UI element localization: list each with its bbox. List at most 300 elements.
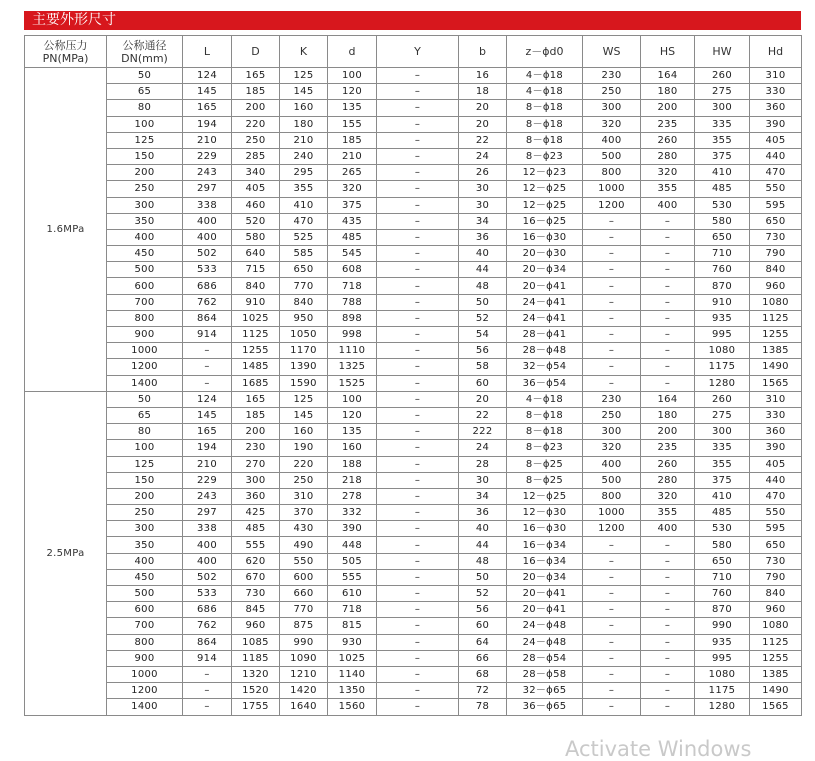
table-cell: 320 — [328, 181, 377, 197]
table-cell: – — [377, 197, 459, 213]
table-cell: – — [641, 310, 695, 326]
table-cell: 1755 — [232, 699, 280, 715]
table-cell: 8－ϕ25 — [507, 456, 583, 472]
table-cell: – — [377, 327, 459, 343]
table-cell: 250 — [583, 84, 641, 100]
table-cell: 390 — [750, 440, 802, 456]
table-cell: – — [183, 683, 232, 699]
table-cell: 78 — [459, 699, 507, 715]
table-row — [25, 84, 802, 100]
table-cell: 550 — [750, 181, 802, 197]
table-cell: 222 — [459, 424, 507, 440]
table-row — [25, 327, 802, 343]
table-cell: 1320 — [232, 666, 280, 682]
table-cell: 124 — [183, 391, 232, 407]
table-cell: – — [377, 181, 459, 197]
table-cell: 24－ϕ48 — [507, 618, 583, 634]
table-cell: 1125 — [750, 310, 802, 326]
table-row — [25, 391, 802, 407]
table-cell: – — [583, 310, 641, 326]
table-cell: 1280 — [695, 375, 750, 391]
table-row — [25, 165, 802, 181]
column-header — [183, 36, 232, 68]
table-cell: 280 — [641, 472, 695, 488]
table-cell: 210 — [280, 132, 328, 148]
table-cell: – — [377, 521, 459, 537]
table-header-row — [25, 36, 802, 68]
table-cell: 194 — [183, 440, 232, 456]
table-cell: 230 — [232, 440, 280, 456]
table-cell: 650 — [280, 262, 328, 278]
table-cell: 300 — [695, 100, 750, 116]
table-cell: 100 — [107, 116, 183, 132]
table-cell: 300 — [583, 100, 641, 116]
table-cell: – — [583, 262, 641, 278]
table-cell: 180 — [641, 84, 695, 100]
table-cell: 36－ϕ65 — [507, 699, 583, 715]
table-cell: 1200 — [583, 197, 641, 213]
table-cell: – — [583, 213, 641, 229]
table-row — [25, 569, 802, 585]
table-cell: 370 — [280, 505, 328, 521]
table-cell: 1520 — [232, 683, 280, 699]
table-cell: 275 — [695, 84, 750, 100]
table-row — [25, 310, 802, 326]
table-cell: – — [377, 602, 459, 618]
table-row — [25, 488, 802, 504]
table-cell: 700 — [107, 618, 183, 634]
table-cell: – — [377, 586, 459, 602]
table-cell: 26 — [459, 165, 507, 181]
table-cell: 400 — [583, 456, 641, 472]
table-cell: 36 — [459, 229, 507, 245]
table-cell: 960 — [750, 278, 802, 294]
table-cell: 430 — [280, 521, 328, 537]
table-cell: 400 — [183, 213, 232, 229]
table-cell: 16－ϕ34 — [507, 537, 583, 553]
table-cell: 1490 — [750, 683, 802, 699]
watermark: Activate Windows — [565, 737, 752, 761]
table-cell: – — [583, 375, 641, 391]
table-cell: 762 — [183, 618, 232, 634]
table-cell: 297 — [183, 505, 232, 521]
table-cell: 1050 — [280, 327, 328, 343]
table-cell: – — [377, 229, 459, 245]
table-cell: – — [377, 116, 459, 132]
table-cell: 60 — [459, 375, 507, 391]
table-cell: 410 — [280, 197, 328, 213]
table-cell: – — [641, 262, 695, 278]
table-cell: 164 — [641, 68, 695, 84]
pressure-cell: 1.6MPa — [25, 68, 107, 392]
table-cell: 910 — [695, 294, 750, 310]
table-cell: 1080 — [750, 618, 802, 634]
table-cell: 185 — [328, 132, 377, 148]
table-cell: 270 — [232, 456, 280, 472]
table-cell: – — [377, 505, 459, 521]
table-cell: 790 — [750, 569, 802, 585]
table-row — [25, 456, 802, 472]
table-cell: 555 — [232, 537, 280, 553]
table-cell: 54 — [459, 327, 507, 343]
table-cell: 220 — [232, 116, 280, 132]
table-cell: 310 — [750, 68, 802, 84]
table-cell: 450 — [107, 246, 183, 262]
table-row — [25, 375, 802, 391]
table-cell: 1110 — [328, 343, 377, 359]
column-header-text: PN(MPa) — [42, 51, 89, 65]
table-cell: 135 — [328, 424, 377, 440]
table-cell: 310 — [280, 488, 328, 504]
table-cell: 8－ϕ18 — [507, 116, 583, 132]
table-cell: 1325 — [328, 359, 377, 375]
table-cell: 1350 — [328, 683, 377, 699]
table-cell: 770 — [280, 602, 328, 618]
table-cell: 550 — [280, 553, 328, 569]
table-cell: 180 — [280, 116, 328, 132]
table-row — [25, 634, 802, 650]
table-cell: 600 — [107, 602, 183, 618]
table-cell: 340 — [232, 165, 280, 181]
table-body — [25, 68, 802, 716]
section-title: 主要外形尺寸 — [24, 11, 801, 30]
table-cell: 935 — [695, 634, 750, 650]
table-cell: 914 — [183, 327, 232, 343]
table-row — [25, 521, 802, 537]
table-cell: 64 — [459, 634, 507, 650]
table-cell: 550 — [750, 505, 802, 521]
table-cell: 320 — [641, 165, 695, 181]
table-cell: 470 — [750, 165, 802, 181]
table-cell: 66 — [459, 650, 507, 666]
table-cell: 448 — [328, 537, 377, 553]
table-cell: – — [583, 602, 641, 618]
table-cell: 710 — [695, 569, 750, 585]
table-cell: 1385 — [750, 343, 802, 359]
table-cell: 160 — [280, 100, 328, 116]
table-cell: 20 — [459, 116, 507, 132]
column-header — [280, 36, 328, 68]
table-cell: 650 — [750, 213, 802, 229]
table-row — [25, 472, 802, 488]
table-cell: 1255 — [750, 327, 802, 343]
table-cell: 1385 — [750, 666, 802, 682]
table-cell: – — [641, 602, 695, 618]
table-cell: – — [641, 683, 695, 699]
table-cell: 297 — [183, 181, 232, 197]
table-cell: 160 — [328, 440, 377, 456]
table-cell: 1560 — [328, 699, 377, 715]
table-cell: 310 — [750, 391, 802, 407]
table-cell: 20－ϕ34 — [507, 569, 583, 585]
table-cell: 425 — [232, 505, 280, 521]
table-cell: 935 — [695, 310, 750, 326]
table-cell: 332 — [328, 505, 377, 521]
table-cell: 280 — [641, 148, 695, 164]
table-cell: 34 — [459, 213, 507, 229]
table-cell: 1565 — [750, 699, 802, 715]
table-cell: 16－ϕ34 — [507, 553, 583, 569]
table-cell: 30 — [459, 181, 507, 197]
table-cell: 1685 — [232, 375, 280, 391]
table-cell: 360 — [750, 424, 802, 440]
table-cell: 32－ϕ54 — [507, 359, 583, 375]
table-cell: 28－ϕ41 — [507, 327, 583, 343]
table-row — [25, 132, 802, 148]
table-cell: 485 — [695, 181, 750, 197]
table-cell: 260 — [641, 456, 695, 472]
table-cell: 800 — [583, 488, 641, 504]
table-cell: 145 — [183, 84, 232, 100]
table-cell: – — [583, 359, 641, 375]
table-cell: 16－ϕ25 — [507, 213, 583, 229]
table-row — [25, 537, 802, 553]
table-cell: – — [583, 586, 641, 602]
table-row — [25, 197, 802, 213]
table-cell: 50 — [107, 391, 183, 407]
column-header-text: Hd — [767, 45, 784, 58]
table-cell: 485 — [695, 505, 750, 521]
table-cell: 400 — [583, 132, 641, 148]
table-cell: 1175 — [695, 359, 750, 375]
column-header-text: 公称压力 — [43, 38, 88, 52]
table-cell: 188 — [328, 456, 377, 472]
column-header-text: HW — [712, 45, 732, 58]
table-cell: 335 — [695, 440, 750, 456]
table-cell: 150 — [107, 472, 183, 488]
table-cell: 1125 — [232, 327, 280, 343]
table-cell: 995 — [695, 327, 750, 343]
table-cell: 4－ϕ18 — [507, 84, 583, 100]
dimensions-table — [24, 35, 802, 716]
table-cell: 150 — [107, 148, 183, 164]
table-cell: 80 — [107, 424, 183, 440]
table-cell: 405 — [750, 456, 802, 472]
table-cell: 12－ϕ23 — [507, 165, 583, 181]
table-cell: 1125 — [750, 634, 802, 650]
table-cell: 1255 — [232, 343, 280, 359]
table-cell: 600 — [107, 278, 183, 294]
table-cell: 585 — [280, 246, 328, 262]
table-cell: – — [183, 359, 232, 375]
table-cell: – — [377, 278, 459, 294]
table-cell: 1000 — [107, 343, 183, 359]
table-cell: – — [377, 553, 459, 569]
table-cell: – — [641, 359, 695, 375]
table-cell: 990 — [695, 618, 750, 634]
column-header-text: DN(mm) — [121, 51, 168, 65]
table-cell: – — [641, 213, 695, 229]
table-cell: 1090 — [280, 650, 328, 666]
table-cell: 34 — [459, 488, 507, 504]
table-cell: – — [641, 246, 695, 262]
table-cell: – — [377, 246, 459, 262]
table-cell: 864 — [183, 310, 232, 326]
table-cell: 580 — [695, 213, 750, 229]
table-row — [25, 278, 802, 294]
table-cell: – — [641, 553, 695, 569]
table-cell: 1025 — [328, 650, 377, 666]
table-cell: – — [641, 294, 695, 310]
table-cell: 500 — [583, 148, 641, 164]
table-cell: 470 — [750, 488, 802, 504]
column-header — [507, 36, 583, 68]
table-cell: 200 — [641, 424, 695, 440]
table-cell: 1175 — [695, 683, 750, 699]
table-cell: – — [641, 650, 695, 666]
table-cell: 485 — [232, 521, 280, 537]
table-cell: 533 — [183, 586, 232, 602]
table-cell: 1000 — [583, 505, 641, 521]
table-cell: 44 — [459, 537, 507, 553]
column-header — [232, 36, 280, 68]
table-cell: – — [183, 699, 232, 715]
column-header-text: Y — [414, 45, 421, 58]
table-row — [25, 553, 802, 569]
table-cell: 840 — [232, 278, 280, 294]
table-cell: 500 — [107, 262, 183, 278]
table-cell: 870 — [695, 278, 750, 294]
table-cell: – — [583, 634, 641, 650]
table-cell: 400 — [107, 229, 183, 245]
table-cell: – — [641, 278, 695, 294]
table-cell: 650 — [695, 229, 750, 245]
table-cell: – — [377, 618, 459, 634]
table-cell: 278 — [328, 488, 377, 504]
table-cell: 265 — [328, 165, 377, 181]
table-row — [25, 148, 802, 164]
table-cell: 124 — [183, 68, 232, 84]
table-cell: 1280 — [695, 699, 750, 715]
table-cell: 12－ϕ25 — [507, 181, 583, 197]
table-cell: 1565 — [750, 375, 802, 391]
table-cell: 243 — [183, 488, 232, 504]
table-cell: 275 — [695, 407, 750, 423]
table-cell: 18 — [459, 84, 507, 100]
table-cell: 700 — [107, 294, 183, 310]
table-cell: – — [377, 343, 459, 359]
table-cell: 400 — [183, 537, 232, 553]
table-cell: 435 — [328, 213, 377, 229]
column-header — [583, 36, 641, 68]
table-cell: 580 — [232, 229, 280, 245]
table-cell: 8－ϕ18 — [507, 407, 583, 423]
table-cell: 1185 — [232, 650, 280, 666]
table-cell: 260 — [695, 391, 750, 407]
table-cell: 545 — [328, 246, 377, 262]
table-cell: 194 — [183, 116, 232, 132]
table-cell: – — [377, 310, 459, 326]
table-row — [25, 505, 802, 521]
table-cell: 400 — [641, 197, 695, 213]
table-cell: 235 — [641, 440, 695, 456]
table-cell: 24－ϕ48 — [507, 634, 583, 650]
table-cell: 790 — [750, 246, 802, 262]
table-cell: – — [377, 148, 459, 164]
table-cell: 295 — [280, 165, 328, 181]
table-cell: 230 — [583, 391, 641, 407]
table-cell: 470 — [280, 213, 328, 229]
table-cell: 220 — [280, 456, 328, 472]
table-cell: – — [377, 650, 459, 666]
table-cell: 72 — [459, 683, 507, 699]
table-cell: 914 — [183, 650, 232, 666]
table-cell: 990 — [280, 634, 328, 650]
table-cell: 36－ϕ54 — [507, 375, 583, 391]
table-cell: 355 — [280, 181, 328, 197]
table-cell: 210 — [328, 148, 377, 164]
table-cell: – — [583, 569, 641, 585]
table-cell: 400 — [183, 229, 232, 245]
table-cell: 686 — [183, 278, 232, 294]
table-cell: 502 — [183, 569, 232, 585]
table-cell: 320 — [583, 116, 641, 132]
table-cell: 190 — [280, 440, 328, 456]
table-cell: 58 — [459, 359, 507, 375]
table-cell: 864 — [183, 634, 232, 650]
table-cell: 405 — [750, 132, 802, 148]
table-cell: 125 — [107, 132, 183, 148]
table-cell: 375 — [695, 472, 750, 488]
table-cell: 100 — [328, 68, 377, 84]
table-cell: 410 — [695, 488, 750, 504]
table-cell: 300 — [695, 424, 750, 440]
table-cell: 16－ϕ30 — [507, 521, 583, 537]
table-cell: 210 — [183, 132, 232, 148]
table-cell: – — [183, 666, 232, 682]
table-row — [25, 343, 802, 359]
table-cell: 335 — [695, 116, 750, 132]
table-cell: 155 — [328, 116, 377, 132]
table-row — [25, 440, 802, 456]
table-cell: 4－ϕ18 — [507, 391, 583, 407]
table-cell: 1000 — [583, 181, 641, 197]
table-cell: 410 — [695, 165, 750, 181]
table-cell: 200 — [232, 424, 280, 440]
table-cell: 20－ϕ34 — [507, 262, 583, 278]
table-cell: – — [377, 456, 459, 472]
column-header-text: b — [479, 45, 486, 58]
table-row — [25, 424, 802, 440]
table-cell: 32－ϕ65 — [507, 683, 583, 699]
table-cell: 28－ϕ48 — [507, 343, 583, 359]
table-cell: 845 — [232, 602, 280, 618]
table-cell: – — [377, 569, 459, 585]
table-cell: 65 — [107, 84, 183, 100]
table-cell: 243 — [183, 165, 232, 181]
table-cell: – — [583, 699, 641, 715]
table-cell: 300 — [107, 197, 183, 213]
table-cell: 8－ϕ25 — [507, 472, 583, 488]
table-cell: 900 — [107, 327, 183, 343]
table-cell: 1080 — [695, 343, 750, 359]
table-cell: 355 — [641, 505, 695, 521]
table-cell: 875 — [280, 618, 328, 634]
table-cell: – — [377, 537, 459, 553]
table-cell: – — [583, 229, 641, 245]
table-cell: 1400 — [107, 699, 183, 715]
table-cell: 20－ϕ30 — [507, 246, 583, 262]
column-header — [695, 36, 750, 68]
table-cell: 660 — [280, 586, 328, 602]
table-cell: 350 — [107, 537, 183, 553]
table-cell: 1085 — [232, 634, 280, 650]
table-cell: 8－ϕ23 — [507, 148, 583, 164]
table-cell: 1200 — [107, 683, 183, 699]
table-cell: 8－ϕ18 — [507, 100, 583, 116]
table-cell: 16－ϕ30 — [507, 229, 583, 245]
table-row — [25, 666, 802, 682]
